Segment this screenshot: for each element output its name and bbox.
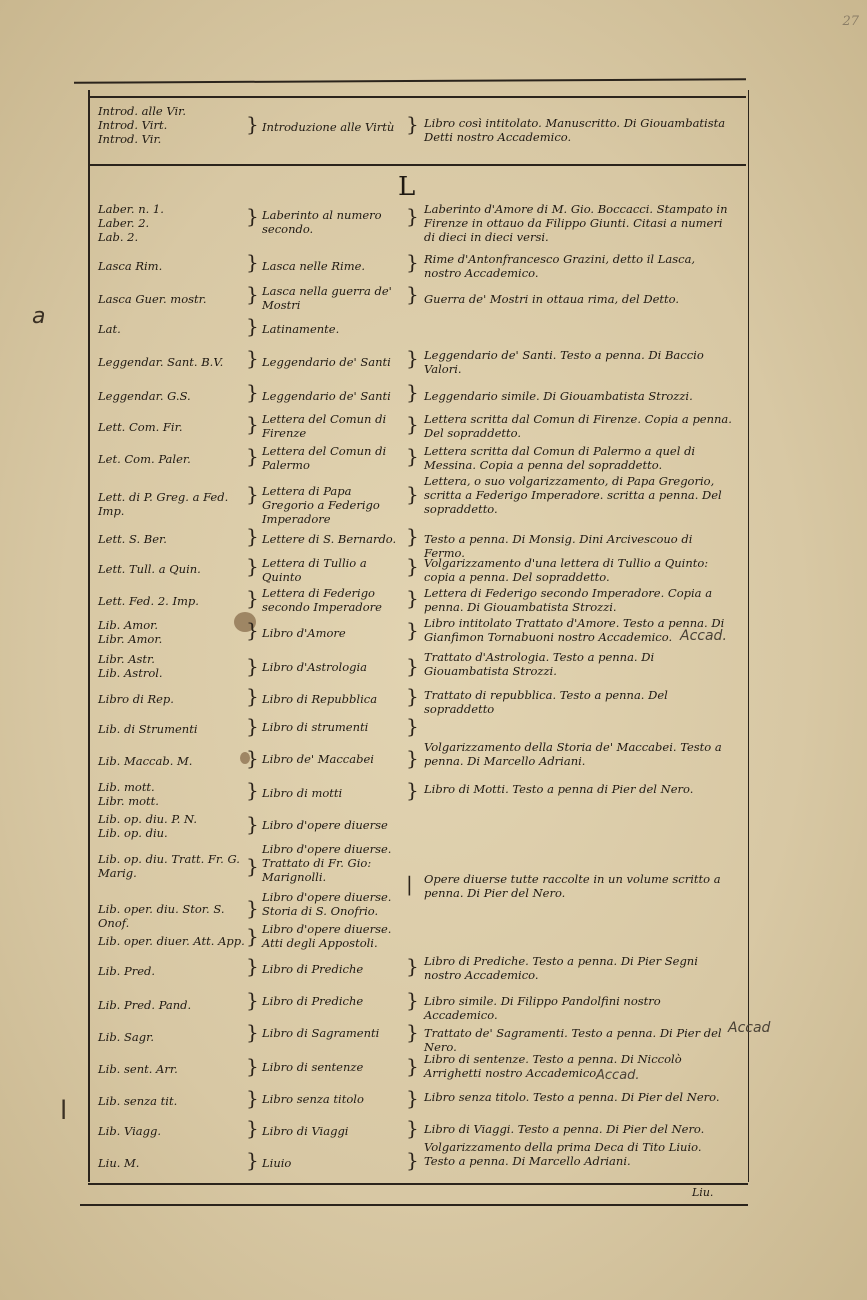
brace-icon: } — [406, 482, 419, 506]
brace-icon: } — [246, 684, 259, 708]
brace-icon: } — [246, 954, 259, 978]
entry-abbreviation: Lib. Pred. — [98, 964, 156, 978]
brace-icon: } — [406, 524, 419, 548]
entry-meaning: Laberinto al numero secondo. — [262, 208, 382, 236]
entry-abbreviation: Leggendar. G.S. — [98, 389, 191, 403]
entry-meaning: Lettera di Papa Gregorio a Federigo Imperadore — [262, 484, 380, 526]
entry-abbreviation: Lib. oper. diu. Stor. S. Onof. — [98, 902, 225, 930]
brace-icon: } — [246, 444, 259, 468]
brace-icon: } — [246, 346, 259, 370]
bottom-outer-rule — [80, 1204, 748, 1206]
brace-icon: | — [406, 872, 413, 896]
entry-abbreviation: Lett. Fed. 2. Imp. — [98, 594, 199, 608]
brace-icon: } — [246, 282, 259, 306]
entry-meaning: Lettera di Tullio a Quinto — [262, 556, 367, 584]
brace-icon: } — [246, 524, 259, 548]
brace-icon: } — [246, 714, 259, 738]
brace-icon: } — [246, 1148, 259, 1172]
entry-meaning: Lettera del Comun di Firenze — [262, 412, 387, 440]
brace-icon: } — [406, 1116, 419, 1140]
entry-source: Libro intitolato Trattato d'Amore. Testo a penna. Di Gianfimon Tornabuoni nostro Accademico. — [424, 616, 725, 644]
entry-meaning: Libro d'Astrologia — [262, 660, 368, 674]
entry-source: Lettera scritta dal Comun di Firenze. Copia a penna. Del sopraddetto. — [424, 412, 732, 440]
brace-icon: } — [246, 412, 259, 436]
entry-abbreviation: Lat. — [98, 322, 121, 336]
brace-icon: } — [406, 1148, 419, 1172]
entry-meaning: Lettera del Comun di Palermo — [262, 444, 387, 472]
brace-icon: } — [246, 896, 259, 920]
entry-meaning: Latinamente. — [262, 322, 340, 336]
entry-meaning: Leggendario de' Santi — [262, 355, 391, 369]
entry-source: Leggendario de' Santi. Testo a penna. Di Baccio Valori. — [424, 348, 704, 376]
brace-icon: } — [406, 444, 419, 468]
catchword: Liu. — [692, 1186, 714, 1199]
entry-meaning: Libro de' Maccabei — [262, 752, 374, 766]
top-rule — [74, 78, 746, 84]
brace-icon: } — [246, 778, 259, 802]
entry-abbreviation: Lib. Amor. Libr. Amor. — [98, 618, 163, 646]
entry-source: Volgarizzamento della Storia de' Maccabei. Testo a penna. Di Marcello Adriani. — [424, 740, 722, 768]
entry-abbreviation: Lett. di P. Greg. a Fed. Imp. — [98, 490, 229, 518]
brace-icon: } — [246, 380, 259, 404]
handwritten-note: Accad — [728, 1020, 771, 1036]
entry-meaning: Leggendario de' Santi — [262, 389, 391, 403]
entry-abbreviation: Lett. Tull. a Quin. — [98, 562, 201, 576]
brace-icon: } — [246, 746, 259, 770]
entry-abbreviation: Lett. Com. Fir. — [98, 420, 183, 434]
brace-icon: } — [406, 554, 419, 578]
brace-icon: } — [246, 1086, 259, 1110]
entry-source: Opere diuerse tutte raccolte in un volume scritto a penna. Di Pier del Nero. — [424, 872, 721, 900]
entry-source: Leggendario simile. Di Giouambatista Strozzi. — [424, 389, 693, 403]
entry-source: Libro senza titolo. Testo a penna. Di Pier del Nero. — [424, 1090, 720, 1104]
entry-abbreviation: Lib. Sagr. — [98, 1030, 154, 1044]
brace-icon: } — [406, 380, 419, 404]
brace-icon: } — [246, 654, 259, 678]
entry-abbreviation: Let. Com. Paler. — [98, 452, 191, 466]
entry-abbreviation: Lib. senza tit. — [98, 1094, 178, 1108]
margin-note-i: l — [60, 1096, 68, 1126]
brace-icon: } — [406, 282, 419, 306]
entry-abbreviation: Introd. alle Vir. Introd. Virt. Introd. Vir. — [98, 104, 187, 146]
entry-meaning: Libro d'opere diuerse — [262, 818, 388, 832]
brace-icon: } — [406, 1086, 419, 1110]
entry-meaning: Libro di Sagramenti — [262, 1026, 380, 1040]
entry-meaning: Introduzione alle Virtù — [262, 120, 395, 134]
brace-icon: } — [406, 586, 419, 610]
brace-icon: } — [406, 954, 419, 978]
entry-source: Lettera di Federigo secondo Imperadore. Copia a penna. Di Giouambatista Strozzi. — [424, 586, 713, 614]
entry-source: Trattato d'Astrologia. Testo a penna. Di Giouambatista Strozzi. — [424, 650, 655, 678]
brace-icon: } — [246, 618, 259, 642]
entry-abbreviation: Leggendar. Sant. B.V. — [98, 355, 224, 369]
brace-icon: } — [246, 314, 259, 338]
entry-abbreviation: Lib. di Strumenti — [98, 722, 198, 736]
entry-meaning: Libro di sentenze — [262, 1060, 364, 1074]
entry-meaning: Libro di Prediche — [262, 962, 364, 976]
entry-source: Rime d'Antonfrancesco Grazini, detto il Lasca, nostro Accademico. — [424, 252, 696, 280]
brace-icon: } — [406, 654, 419, 678]
entry-abbreviation: Lib. op. diu. Tratt. Fr. G. Marig. — [98, 852, 240, 880]
bottom-rule — [88, 1183, 748, 1185]
brace-icon: } — [246, 112, 259, 136]
entry-source: Lettera, o suo volgarizzamento, di Papa Gregorio, scritta a Federigo Imperadore. scritta a penna. Del sopraddetto. — [424, 474, 722, 516]
entry-source: Laberinto d'Amore di M. Gio. Boccacci. Stampato in Firenze in ottauo da Filippo Giunti. Citasi a numeri di dieci in dieci versi. — [424, 202, 728, 244]
brace-icon: } — [246, 988, 259, 1012]
entry-abbreviation: Lib. Pred. Pand. — [98, 998, 192, 1012]
handwritten-note: Accad. — [680, 628, 727, 644]
brace-icon: } — [406, 1054, 419, 1078]
brace-icon: } — [406, 746, 419, 770]
entry-source: Guerra de' Mostri in ottaua rima, del Detto. — [424, 292, 680, 306]
entry-abbreviation: Libr. Astr. Lib. Astrol. — [98, 652, 163, 680]
entry-meaning: Libro di Prediche — [262, 994, 364, 1008]
brace-icon: } — [246, 554, 259, 578]
brace-icon: } — [246, 482, 259, 506]
section-letter: L — [398, 172, 416, 202]
brace-icon: } — [246, 812, 259, 836]
brace-icon: } — [406, 1020, 419, 1044]
entry-abbreviation: Libro di Rep. — [98, 692, 174, 706]
entry-source: Trattato di repubblica. Testo a penna. Del sopraddetto — [424, 688, 668, 716]
entry-meaning: Libro di Viaggi — [262, 1124, 349, 1138]
entry-meaning: Liuio — [262, 1156, 292, 1170]
entry-source: Libro di Prediche. Testo a penna. Di Pier Segni nostro Accademico. — [424, 954, 698, 982]
entry-abbreviation: Liu. M. — [98, 1156, 140, 1170]
brace-icon: } — [406, 988, 419, 1012]
brace-icon: } — [406, 618, 419, 642]
entry-source: Libro simile. Di Filippo Pandolfini nostro Accademico. — [424, 994, 661, 1022]
brace-icon: } — [246, 586, 259, 610]
handwritten-note: Accad. — [596, 1068, 640, 1083]
brace-icon: } — [246, 250, 259, 274]
entry-source: Volgarizzamento d'una lettera di Tullio a Quinto: copia a penna. Del sopraddetto. — [424, 556, 709, 584]
entry-abbreviation: Lasca Guer. mostr. — [98, 292, 207, 306]
brace-icon: } — [246, 1054, 259, 1078]
brace-icon: } — [246, 854, 259, 878]
entry-abbreviation: Lasca Rim. — [98, 259, 163, 273]
brace-icon: } — [406, 204, 419, 228]
page-number: 27 — [842, 14, 859, 29]
entry-meaning: Lasca nelle Rime. — [262, 259, 366, 273]
entry-abbreviation: Lib. oper. diuer. Att. App. — [98, 934, 245, 948]
entry-abbreviation: Lib. sent. Arr. — [98, 1062, 178, 1076]
entry-abbreviation: Lib. mott. Libr. mott. — [98, 780, 159, 808]
entry-abbreviation: Lib. op. diu. P. N. Lib. op. diu. — [98, 812, 198, 840]
brace-icon: } — [406, 346, 419, 370]
entry-abbreviation: Laber. n. 1. Laber. 2. Lab. 2. — [98, 202, 164, 244]
brace-icon: } — [246, 1116, 259, 1140]
header-rule — [88, 96, 746, 98]
margin-note-a: a — [32, 304, 46, 329]
entry-source: Trattato de' Sagramenti. Testo a penna. Di Pier del Nero. — [424, 1026, 722, 1054]
entry-source: Testo a penna. Di Monsig. Dini Arcivescouo di Fermo. — [424, 532, 693, 560]
entry-meaning: Libro di Repubblica — [262, 692, 378, 706]
entry-meaning: Libro d'opere diuerse. Atti degli Appostoli. — [262, 922, 392, 950]
entry-meaning: Libro senza titolo — [262, 1092, 364, 1106]
entry-meaning: Libro di strumenti — [262, 720, 369, 734]
brace-icon: } — [246, 1020, 259, 1044]
section-rule — [88, 164, 746, 166]
brace-icon: } — [406, 684, 419, 708]
brace-icon: } — [406, 778, 419, 802]
entry-source: Volgarizzamento della prima Deca di Tito Liuio. Testo a penna. Di Marcello Adriani. — [424, 1140, 702, 1168]
entry-meaning: Lettere di S. Bernardo. — [262, 532, 397, 546]
brace-icon: } — [406, 250, 419, 274]
entry-source: Libro di Viaggi. Testo a penna. Di Pier del Nero. — [424, 1122, 705, 1136]
entry-meaning: Lasca nella guerra de' Mostri — [262, 284, 392, 312]
entry-abbreviation: Lib. Viagg. — [98, 1124, 162, 1138]
brace-icon: } — [406, 714, 419, 738]
entry-abbreviation: Lett. S. Ber. — [98, 532, 167, 546]
brace-icon: } — [406, 412, 419, 436]
entry-meaning: Libro d'opere diuerse. Trattato di Fr. Gio: Marignolli. — [262, 842, 392, 884]
brace-icon: } — [246, 924, 259, 948]
brace-icon: } — [406, 112, 419, 136]
entry-source: Libro così intitolato. Manuscritto. Di Giouambatista Detti nostro Accademico. — [424, 116, 726, 144]
entry-meaning: Libro di motti — [262, 786, 343, 800]
entry-meaning: Libro d'opere diuerse. Storia di S. Onofrio. — [262, 890, 392, 918]
entry-source: Libro di Motti. Testo a penna di Pier del Nero. — [424, 782, 694, 796]
brace-icon: } — [246, 204, 259, 228]
entry-source: Libro di sentenze. Testo a penna. Di Niccolò Arrighetti nostro Accademico. — [424, 1052, 682, 1080]
entry-meaning: Lettera di Federigo secondo Imperadore — [262, 586, 382, 614]
entry-abbreviation: Lib. Maccab. M. — [98, 754, 193, 768]
entry-meaning: Libro d'Amore — [262, 626, 346, 640]
entry-source: Lettera scritta dal Comun di Palermo a quel di Messina. Copia a penna del sopraddetto. — [424, 444, 696, 472]
